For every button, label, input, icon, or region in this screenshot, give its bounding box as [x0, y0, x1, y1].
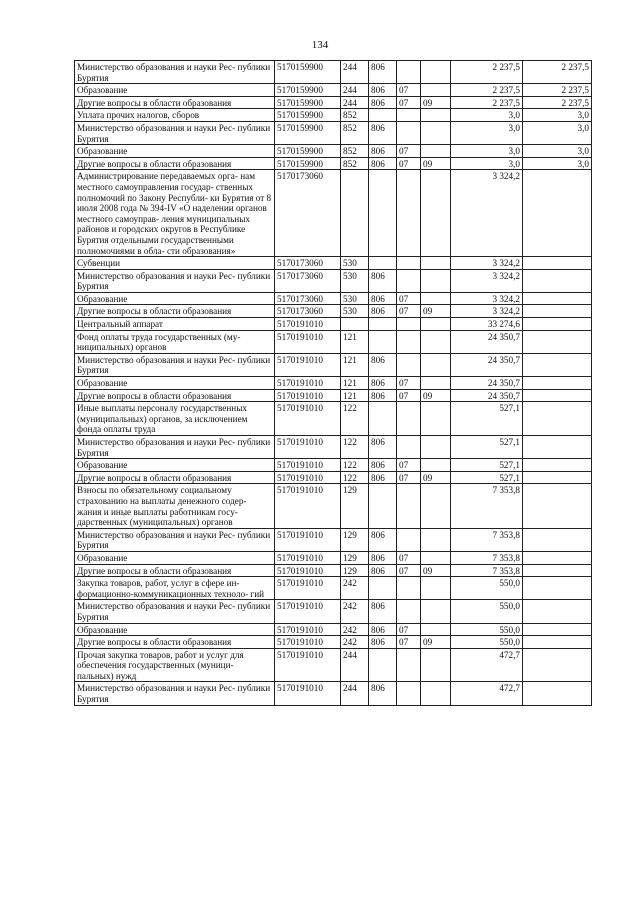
table-row	[75, 257, 592, 270]
page-number: 134	[311, 39, 329, 51]
row-target-article-cell: 5170191010	[275, 682, 341, 705]
row-target-article-cell: 5170191010	[275, 564, 341, 577]
row-section-cell: 07	[397, 377, 421, 390]
row-section-cell	[397, 402, 421, 436]
row-amount-1-cell: 550,0	[451, 623, 523, 636]
row-subsection-cell	[421, 257, 451, 270]
row-name-cell: Прочая закупка товаров, работ и услуг для обеспечения государственных (муници- пальных) нужд	[75, 648, 275, 682]
row-administrator-cell: 806	[369, 377, 397, 390]
row-amount-2-cell	[523, 292, 592, 305]
row-amount-2-cell	[523, 623, 592, 636]
row-name-cell: Министерство образования и науки Рес- публики Бурятия	[75, 269, 275, 292]
row-expense-type-cell: 122	[341, 402, 369, 436]
table-row	[75, 84, 592, 97]
row-target-article-cell: 5170191010	[275, 528, 341, 551]
row-expense-type-cell: 121	[341, 389, 369, 402]
row-subsection-cell	[421, 145, 451, 158]
row-subsection-cell	[421, 330, 451, 353]
row-section-cell	[397, 484, 421, 528]
row-amount-2-cell	[523, 564, 592, 577]
row-subsection-cell	[421, 170, 451, 257]
row-expense-type-cell: 122	[341, 459, 369, 472]
row-section-cell: 07	[397, 157, 421, 170]
row-administrator-cell: 806	[369, 305, 397, 318]
row-amount-1-cell: 7 353,8	[451, 564, 523, 577]
row-administrator-cell: 806	[369, 96, 397, 109]
row-administrator-cell: 806	[369, 528, 397, 551]
row-expense-type-cell	[341, 318, 369, 331]
table-row	[75, 577, 592, 600]
row-section-cell	[397, 600, 421, 623]
row-administrator-cell: 806	[369, 292, 397, 305]
row-target-article-cell: 5170173060	[275, 292, 341, 305]
row-name-cell: Фонд оплаты труда государственных (му- ниципальных) органов	[75, 330, 275, 353]
row-subsection-cell: 09	[421, 389, 451, 402]
row-target-article-cell: 5170191010	[275, 459, 341, 472]
row-target-article-cell: 5170191010	[275, 436, 341, 459]
row-expense-type-cell: 121	[341, 330, 369, 353]
table-row	[75, 318, 592, 331]
row-amount-1-cell: 2 237,5	[451, 96, 523, 109]
row-section-cell	[397, 121, 421, 144]
row-amount-2-cell	[523, 459, 592, 472]
row-name-cell: Субвенции	[75, 257, 275, 270]
row-amount-2-cell: 3,0	[523, 157, 592, 170]
row-amount-2-cell	[523, 471, 592, 484]
row-target-article-cell: 5170191010	[275, 402, 341, 436]
row-administrator-cell: 806	[369, 436, 397, 459]
row-amount-2-cell	[523, 269, 592, 292]
table-row	[75, 292, 592, 305]
row-amount-1-cell: 2 237,5	[451, 84, 523, 97]
table-row	[75, 157, 592, 170]
row-administrator-cell: 806	[369, 84, 397, 97]
row-expense-type-cell: 530	[341, 292, 369, 305]
row-amount-2-cell	[523, 484, 592, 528]
row-expense-type-cell: 852	[341, 157, 369, 170]
row-amount-2-cell	[523, 170, 592, 257]
table-row	[75, 636, 592, 649]
row-name-cell: Образование	[75, 145, 275, 158]
row-administrator-cell: 806	[369, 471, 397, 484]
row-amount-2-cell	[523, 528, 592, 551]
row-target-article-cell: 5170191010	[275, 551, 341, 564]
row-section-cell: 07	[397, 84, 421, 97]
row-administrator-cell: 806	[369, 145, 397, 158]
row-administrator-cell	[369, 257, 397, 270]
row-amount-1-cell: 2 237,5	[451, 61, 523, 84]
row-target-article-cell: 5170159900	[275, 121, 341, 144]
row-target-article-cell: 5170191010	[275, 471, 341, 484]
row-amount-1-cell: 24 350,7	[451, 330, 523, 353]
row-amount-1-cell: 472,7	[451, 648, 523, 682]
row-amount-2-cell	[523, 682, 592, 705]
row-name-cell: Администрирование передаваемых орга- нам местного самоуправления государ- ственных полномочий по Закону Республи- ки Бурятия от 8 июля 2008 года № 394-IV «О наделении органов местного самоуправ- ления муниципальных районов и городских округов в Республике Бурятия отдельными государственными полномочиями в обла- сти образования»	[75, 170, 275, 257]
row-expense-type-cell: 129	[341, 528, 369, 551]
row-administrator-cell: 806	[369, 61, 397, 84]
row-subsection-cell	[421, 577, 451, 600]
row-name-cell: Министерство образования и науки Рес- публики Бурятия	[75, 436, 275, 459]
row-expense-type-cell: 121	[341, 353, 369, 376]
row-amount-1-cell: 7 353,8	[451, 551, 523, 564]
row-subsection-cell	[421, 318, 451, 331]
row-subsection-cell	[421, 436, 451, 459]
row-administrator-cell: 806	[369, 121, 397, 144]
row-section-cell	[397, 170, 421, 257]
row-amount-1-cell: 3 324,2	[451, 292, 523, 305]
row-target-article-cell: 5170159900	[275, 84, 341, 97]
row-name-cell: Другие вопросы в области образования	[75, 157, 275, 170]
row-target-article-cell: 5170173060	[275, 257, 341, 270]
row-name-cell: Другие вопросы в области образования	[75, 305, 275, 318]
row-expense-type-cell: 852	[341, 121, 369, 144]
row-administrator-cell	[369, 330, 397, 353]
row-name-cell: Другие вопросы в области образования	[75, 389, 275, 402]
row-section-cell	[397, 648, 421, 682]
row-section-cell: 07	[397, 471, 421, 484]
row-amount-1-cell: 33 274,6	[451, 318, 523, 331]
row-subsection-cell	[421, 269, 451, 292]
row-expense-type-cell: 530	[341, 269, 369, 292]
row-amount-2-cell	[523, 330, 592, 353]
row-section-cell	[397, 528, 421, 551]
row-administrator-cell: 806	[369, 459, 397, 472]
row-target-article-cell: 5170191010	[275, 377, 341, 390]
row-administrator-cell: 806	[369, 682, 397, 705]
row-expense-type-cell: 530	[341, 305, 369, 318]
row-target-article-cell: 5170173060	[275, 269, 341, 292]
row-administrator-cell	[369, 648, 397, 682]
row-section-cell: 07	[397, 459, 421, 472]
row-amount-1-cell: 7 353,8	[451, 484, 523, 528]
row-name-cell: Закупка товаров, работ, услуг в сфере ин- формационно-коммуникационных техноло- гий	[75, 577, 275, 600]
table-row	[75, 459, 592, 472]
row-administrator-cell	[369, 402, 397, 436]
row-amount-1-cell: 3,0	[451, 121, 523, 144]
row-subsection-cell	[421, 528, 451, 551]
row-amount-1-cell: 472,7	[451, 682, 523, 705]
row-administrator-cell	[369, 318, 397, 331]
row-subsection-cell: 09	[421, 471, 451, 484]
row-target-article-cell: 5170173060	[275, 305, 341, 318]
row-administrator-cell	[369, 109, 397, 122]
row-section-cell	[397, 269, 421, 292]
row-administrator-cell	[369, 170, 397, 257]
table-row	[75, 109, 592, 122]
table-row	[75, 484, 592, 528]
row-name-cell: Министерство образования и науки Рес- публики Бурятия	[75, 121, 275, 144]
table-row	[75, 648, 592, 682]
row-amount-2-cell: 3,0	[523, 145, 592, 158]
table-row	[75, 551, 592, 564]
row-amount-2-cell	[523, 551, 592, 564]
row-expense-type-cell: 129	[341, 564, 369, 577]
row-name-cell: Министерство образования и науки Рес- публики Бурятия	[75, 61, 275, 84]
row-subsection-cell: 09	[421, 564, 451, 577]
row-section-cell	[397, 577, 421, 600]
row-target-article-cell: 5170159900	[275, 61, 341, 84]
row-amount-1-cell: 3,0	[451, 109, 523, 122]
row-target-article-cell: 5170159900	[275, 157, 341, 170]
budget-table-body	[75, 61, 592, 706]
row-subsection-cell: 09	[421, 96, 451, 109]
row-amount-2-cell	[523, 648, 592, 682]
table-row	[75, 269, 592, 292]
row-amount-2-cell	[523, 305, 592, 318]
row-section-cell	[397, 436, 421, 459]
row-name-cell: Министерство образования и науки Рес- публики Бурятия	[75, 682, 275, 705]
row-administrator-cell: 806	[369, 269, 397, 292]
row-amount-1-cell: 24 350,7	[451, 389, 523, 402]
row-administrator-cell: 806	[369, 157, 397, 170]
table-row	[75, 402, 592, 436]
row-target-article-cell: 5170191010	[275, 600, 341, 623]
table-row	[75, 682, 592, 705]
table-row	[75, 61, 592, 84]
row-name-cell: Другие вопросы в области образования	[75, 471, 275, 484]
row-administrator-cell: 806	[369, 600, 397, 623]
row-section-cell: 07	[397, 623, 421, 636]
row-administrator-cell: 806	[369, 551, 397, 564]
row-amount-2-cell	[523, 389, 592, 402]
row-expense-type-cell: 244	[341, 682, 369, 705]
row-subsection-cell	[421, 353, 451, 376]
row-target-article-cell: 5170191010	[275, 318, 341, 331]
row-amount-1-cell: 527,1	[451, 459, 523, 472]
row-name-cell: Взносы по обязательному социальному страхованию на выплаты денежного содер- жания и иные выплаты работникам госу- дарственных (муниципальных) органов	[75, 484, 275, 528]
row-subsection-cell	[421, 121, 451, 144]
row-name-cell: Образование	[75, 84, 275, 97]
row-expense-type-cell: 121	[341, 377, 369, 390]
table-row	[75, 623, 592, 636]
row-target-article-cell: 5170191010	[275, 389, 341, 402]
row-administrator-cell: 806	[369, 564, 397, 577]
row-expense-type-cell: 242	[341, 636, 369, 649]
row-section-cell: 07	[397, 636, 421, 649]
row-target-article-cell: 5170191010	[275, 648, 341, 682]
row-section-cell: 07	[397, 564, 421, 577]
row-expense-type-cell: 852	[341, 109, 369, 122]
table-row	[75, 528, 592, 551]
table-row	[75, 436, 592, 459]
row-section-cell	[397, 682, 421, 705]
table-row	[75, 564, 592, 577]
row-expense-type-cell: 122	[341, 471, 369, 484]
row-amount-2-cell	[523, 636, 592, 649]
row-subsection-cell	[421, 61, 451, 84]
row-section-cell: 07	[397, 292, 421, 305]
row-section-cell	[397, 109, 421, 122]
row-target-article-cell: 5170173060	[275, 170, 341, 257]
row-subsection-cell	[421, 459, 451, 472]
row-expense-type-cell: 242	[341, 623, 369, 636]
row-section-cell: 07	[397, 305, 421, 318]
row-amount-2-cell	[523, 377, 592, 390]
row-amount-2-cell: 3,0	[523, 109, 592, 122]
row-name-cell: Образование	[75, 551, 275, 564]
row-target-article-cell: 5170191010	[275, 636, 341, 649]
row-expense-type-cell: 244	[341, 84, 369, 97]
row-expense-type-cell: 244	[341, 648, 369, 682]
row-administrator-cell: 806	[369, 623, 397, 636]
table-row	[75, 389, 592, 402]
table-row	[75, 305, 592, 318]
row-amount-2-cell: 2 237,5	[523, 96, 592, 109]
row-amount-1-cell: 24 350,7	[451, 353, 523, 376]
table-row	[75, 145, 592, 158]
row-amount-2-cell	[523, 257, 592, 270]
table-row	[75, 353, 592, 376]
row-amount-1-cell: 3 324,2	[451, 269, 523, 292]
row-expense-type-cell: 852	[341, 145, 369, 158]
row-target-article-cell: 5170159900	[275, 145, 341, 158]
row-amount-1-cell: 3,0	[451, 145, 523, 158]
table-row	[75, 96, 592, 109]
row-amount-2-cell	[523, 318, 592, 331]
row-target-article-cell: 5170159900	[275, 96, 341, 109]
row-subsection-cell	[421, 84, 451, 97]
row-amount-1-cell: 7 353,8	[451, 528, 523, 551]
row-name-cell: Уплата прочих налогов, сборов	[75, 109, 275, 122]
row-section-cell: 07	[397, 551, 421, 564]
row-amount-1-cell: 527,1	[451, 402, 523, 436]
row-expense-type-cell: 122	[341, 436, 369, 459]
row-name-cell: Образование	[75, 459, 275, 472]
row-section-cell	[397, 318, 421, 331]
row-expense-type-cell	[341, 170, 369, 257]
row-section-cell: 07	[397, 389, 421, 402]
row-subsection-cell	[421, 623, 451, 636]
row-administrator-cell: 806	[369, 636, 397, 649]
row-expense-type-cell: 244	[341, 61, 369, 84]
row-target-article-cell: 5170159900	[275, 109, 341, 122]
row-amount-2-cell: 2 237,5	[523, 61, 592, 84]
row-subsection-cell: 09	[421, 305, 451, 318]
row-amount-2-cell	[523, 402, 592, 436]
row-target-article-cell: 5170191010	[275, 623, 341, 636]
row-target-article-cell: 5170191010	[275, 353, 341, 376]
row-amount-1-cell: 527,1	[451, 471, 523, 484]
table-row	[75, 600, 592, 623]
row-amount-1-cell: 3 324,2	[451, 257, 523, 270]
row-name-cell: Образование	[75, 292, 275, 305]
row-name-cell: Центральный аппарат	[75, 318, 275, 331]
row-amount-1-cell: 3 324,2	[451, 305, 523, 318]
budget-table	[74, 60, 592, 706]
row-amount-1-cell: 550,0	[451, 600, 523, 623]
row-subsection-cell	[421, 648, 451, 682]
row-administrator-cell: 806	[369, 353, 397, 376]
row-section-cell: 07	[397, 145, 421, 158]
row-administrator-cell	[369, 577, 397, 600]
row-target-article-cell: 5170191010	[275, 577, 341, 600]
row-section-cell	[397, 330, 421, 353]
row-name-cell: Министерство образования и науки Рес- публики Бурятия	[75, 528, 275, 551]
table-row	[75, 330, 592, 353]
row-expense-type-cell: 530	[341, 257, 369, 270]
row-section-cell	[397, 353, 421, 376]
row-name-cell: Министерство образования и науки Рес- публики Бурятия	[75, 600, 275, 623]
row-subsection-cell	[421, 551, 451, 564]
row-name-cell: Другие вопросы в области образования	[75, 636, 275, 649]
row-amount-1-cell: 24 350,7	[451, 377, 523, 390]
row-amount-1-cell: 550,0	[451, 577, 523, 600]
row-amount-1-cell: 550,0	[451, 636, 523, 649]
row-amount-2-cell	[523, 577, 592, 600]
row-subsection-cell	[421, 377, 451, 390]
table-row	[75, 170, 592, 257]
row-section-cell: 07	[397, 96, 421, 109]
row-section-cell	[397, 61, 421, 84]
row-subsection-cell	[421, 484, 451, 528]
row-section-cell	[397, 257, 421, 270]
row-subsection-cell	[421, 600, 451, 623]
row-amount-2-cell	[523, 600, 592, 623]
row-amount-2-cell	[523, 436, 592, 459]
row-amount-2-cell: 3,0	[523, 121, 592, 144]
row-target-article-cell: 5170191010	[275, 484, 341, 528]
row-amount-2-cell: 2 237,5	[523, 84, 592, 97]
row-amount-2-cell	[523, 353, 592, 376]
row-subsection-cell	[421, 292, 451, 305]
row-name-cell: Иные выплаты персоналу государственных (муниципальных) органов, за исключением фонда оплаты труда	[75, 402, 275, 436]
row-name-cell: Образование	[75, 377, 275, 390]
table-row	[75, 471, 592, 484]
row-expense-type-cell: 129	[341, 484, 369, 528]
row-subsection-cell: 09	[421, 636, 451, 649]
row-name-cell: Министерство образования и науки Рес- публики Бурятия	[75, 353, 275, 376]
row-subsection-cell	[421, 109, 451, 122]
row-amount-1-cell: 3 324,2	[451, 170, 523, 257]
row-target-article-cell: 5170191010	[275, 330, 341, 353]
row-administrator-cell: 806	[369, 389, 397, 402]
row-expense-type-cell: 244	[341, 96, 369, 109]
table-row	[75, 377, 592, 390]
row-expense-type-cell: 242	[341, 577, 369, 600]
row-name-cell: Другие вопросы в области образования	[75, 96, 275, 109]
row-subsection-cell: 09	[421, 157, 451, 170]
row-expense-type-cell: 129	[341, 551, 369, 564]
row-administrator-cell	[369, 484, 397, 528]
table-row	[75, 121, 592, 144]
row-amount-1-cell: 3,0	[451, 157, 523, 170]
row-amount-1-cell: 527,1	[451, 436, 523, 459]
row-name-cell: Другие вопросы в области образования	[75, 564, 275, 577]
row-name-cell: Образование	[75, 623, 275, 636]
row-expense-type-cell: 242	[341, 600, 369, 623]
row-subsection-cell	[421, 682, 451, 705]
row-subsection-cell	[421, 402, 451, 436]
